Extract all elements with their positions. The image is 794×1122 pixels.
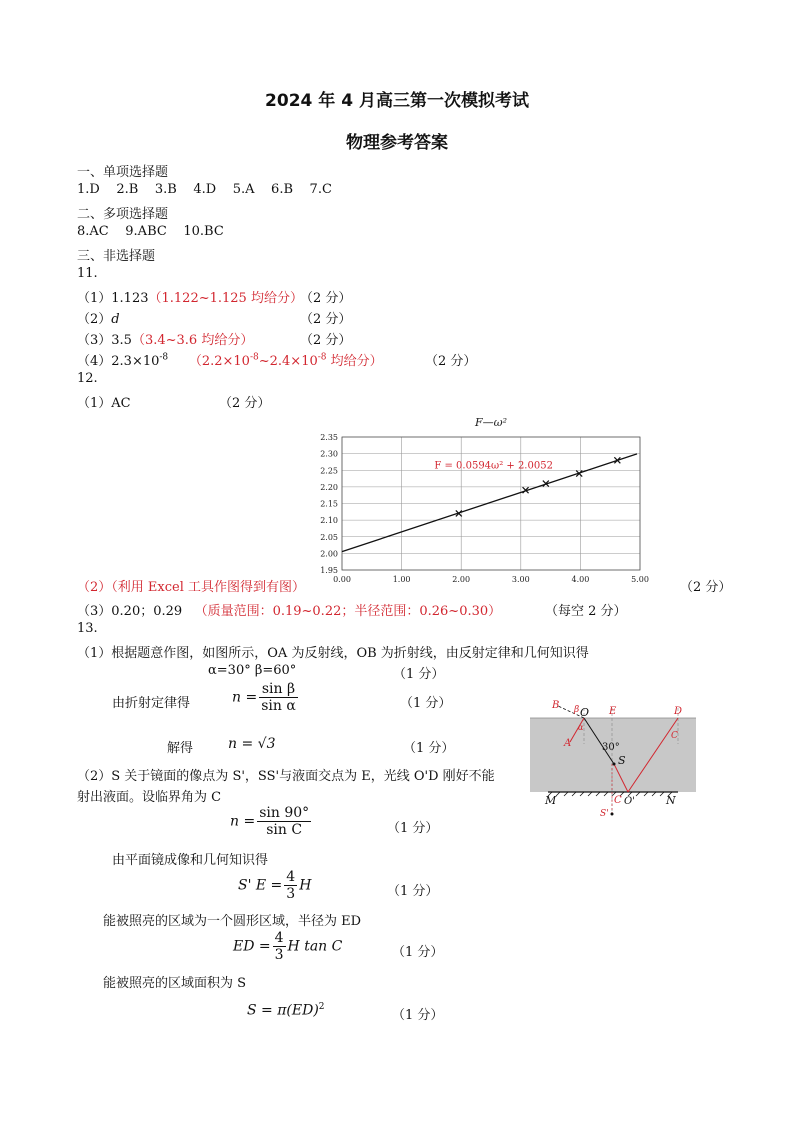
- q13-solve-expr: n = √3: [228, 736, 276, 752]
- answer-1: 1.D: [77, 182, 100, 197]
- y-tick-label-4: 2.15: [320, 499, 338, 509]
- x-tick-label-3: 3.00: [511, 575, 530, 584]
- q12-part2-note: （2）（利用 Excel 工具作图得到有图）: [77, 580, 305, 595]
- q13-score-5: （1 分）: [387, 884, 439, 899]
- y-tick-label-5: 2.20: [320, 482, 338, 492]
- label-m: M: [545, 794, 557, 807]
- q12-number: 12.: [77, 371, 98, 386]
- q13-p1-intro: （1）根据题意作图，如图所示，OA 为反射线，OB 为折射线，由反射定律和几何知识得: [77, 646, 589, 661]
- q12-part2-score: （2 分）: [680, 580, 732, 595]
- answer-9: 9.ABC: [125, 224, 167, 239]
- q11-number: 11.: [77, 266, 98, 281]
- q13-p2-intro-2: 射出液面。设临界角为 C: [77, 790, 222, 805]
- label-o-prime: O': [624, 796, 635, 807]
- section1-heading: 一、单项选择题: [77, 165, 169, 180]
- q13-refraction-label: 由折射定律得: [112, 696, 191, 711]
- label-n: N: [666, 794, 676, 807]
- y-tick-label-3: 2.10: [320, 516, 338, 526]
- section1-answers: [77, 182, 332, 197]
- optics-diagram: [528, 696, 710, 824]
- q11-line-1: （1）1.123（1.122~1.125 均给分）: [77, 291, 303, 306]
- chart-equation: F = 0.0594ω² + 2.0052: [434, 460, 553, 472]
- q13-p2-intro-1: （2）S 关于镜面的像点为 S'，SS'与液面交点为 E，光线 O'D 刚好不能: [77, 769, 495, 784]
- x-tick-label-5: 5.00: [631, 575, 649, 584]
- q13-se-formula: S' E = $\frac{4}{3}$ H: [238, 869, 312, 902]
- q13-score-3: （1 分）: [403, 741, 455, 756]
- q13-region-text: 能被照亮的区域为一个圆形区域，半径为 ED: [103, 914, 362, 929]
- q13-score-7: （1 分）: [392, 1008, 444, 1023]
- answer-6: 6.B: [271, 182, 294, 197]
- q13-angles: α=30° β=60°: [208, 663, 297, 678]
- label-c-lower: C: [614, 795, 622, 806]
- x-tick-label-4: 4.00: [571, 575, 590, 584]
- q11-note-1: （1.122~1.125 均给分）: [148, 291, 303, 306]
- q13-refraction-formula: n = $\frac{\text{sin β}}{\text{sin α}}$: [232, 681, 296, 714]
- label-s-prime: S': [600, 809, 609, 819]
- y-tick-label-2: 2.05: [320, 532, 338, 542]
- label-a: A: [564, 738, 572, 749]
- answer-3: 3.B: [154, 182, 177, 197]
- q13-score-6: （1 分）: [392, 945, 444, 960]
- q12-part1-label: （1）AC: [77, 396, 131, 411]
- q12-part1-score: （2 分）: [219, 396, 271, 411]
- q11-score-3: （2 分）: [300, 333, 352, 348]
- q11-score-2: （2 分）: [300, 312, 352, 327]
- q13-score-2: （1 分）: [400, 696, 452, 711]
- q13-critical-formula: n = $\frac{\sin 90^\circ}{\text{sin C}}$: [230, 805, 310, 838]
- q12-part3-score: （每空 2 分）: [545, 604, 627, 619]
- label-e: E: [609, 706, 617, 717]
- x-tick-label-2: 2.00: [452, 575, 471, 584]
- section3-heading: 三、非选择题: [77, 249, 156, 264]
- q11-note-4: （$2.2\times 10^{-8}\sim 2.4\times 10^{-8}$ 均给分）: [188, 352, 383, 369]
- section2-heading: 二、多项选择题: [77, 207, 169, 222]
- answer-2: 2.B: [116, 182, 139, 197]
- q13-area-text: 能被照亮的区域面积为 S: [103, 976, 247, 991]
- page-subtitle: 物理参考答案: [346, 133, 448, 153]
- q13-solve-label: 解得: [167, 741, 194, 756]
- page-title: 2024 年 4 月高三第一次模拟考试: [265, 91, 529, 111]
- q13-ed-formula: ED = $\frac{4}{3}$ H tan C: [233, 930, 343, 963]
- q13-mirror-text: 由平面镜成像和几何知识得: [112, 853, 269, 868]
- q13-number: 13.: [77, 621, 98, 636]
- answer-7: 7.C: [309, 182, 332, 197]
- q11-note-3: （3.4~3.6 均给分）: [131, 333, 254, 348]
- q11-line-3: （3）3.5（3.4~3.6 均给分）: [77, 333, 254, 348]
- q11-line-4: $(4)2.3\times 10^{-8}$ （$2.2\times 10^{-8}\sim 2.4\times 10^{-8}$ 均给分）: [77, 352, 383, 369]
- label-beta: β: [574, 705, 580, 715]
- q13-area-formula: S = π(ED)$^2$: [247, 1002, 325, 1019]
- section2-answers: [77, 224, 224, 239]
- answer-10: 10.BC: [183, 224, 224, 239]
- y-tick-label-8: 2.35: [320, 433, 338, 442]
- answer-5: 5.A: [232, 182, 255, 197]
- q11-score-1: （2 分）: [300, 291, 352, 306]
- q13-score-1: （1 分）: [393, 667, 445, 682]
- y-tick-label-0: 1.95: [320, 566, 338, 575]
- y-tick-label-1: 2.00: [320, 549, 338, 559]
- answer-8: 8.AC: [77, 224, 109, 239]
- point-s: [613, 763, 616, 766]
- chart-title: F—ω²: [474, 416, 508, 429]
- answer-4: 4.D: [193, 182, 217, 197]
- x-tick-label-1: 1.00: [392, 575, 411, 584]
- label-s: S: [618, 754, 626, 767]
- label-b: B: [552, 700, 560, 711]
- label-alpha: α: [578, 723, 584, 732]
- chart-grid: [342, 437, 640, 570]
- label-30: 30°: [602, 742, 620, 753]
- q11-line-2: （2）d: [77, 312, 120, 327]
- q11-score-4: （2 分）: [425, 354, 477, 369]
- y-tick-label-7: 2.30: [320, 449, 338, 459]
- f-omega-chart: [300, 410, 660, 590]
- chart-y-ticks: [320, 433, 338, 575]
- chart-x-ticks: [333, 575, 649, 584]
- x-tick-label-0: 0.00: [333, 575, 351, 584]
- label-c-upper: C: [671, 731, 678, 741]
- label-o: O: [580, 706, 590, 719]
- q12-part3: （3）0.20；0.29 （质量范围：0.19~0.22；半径范围：0.26~0.30）: [77, 604, 502, 619]
- y-tick-label-6: 2.25: [320, 466, 338, 476]
- point-s-prime: [611, 813, 614, 816]
- q13-score-4: （1 分）: [387, 821, 439, 836]
- label-d: D: [674, 706, 683, 717]
- q12-part3-note: （质量范围：0.19~0.22；半径范围：0.26~0.30）: [194, 604, 502, 619]
